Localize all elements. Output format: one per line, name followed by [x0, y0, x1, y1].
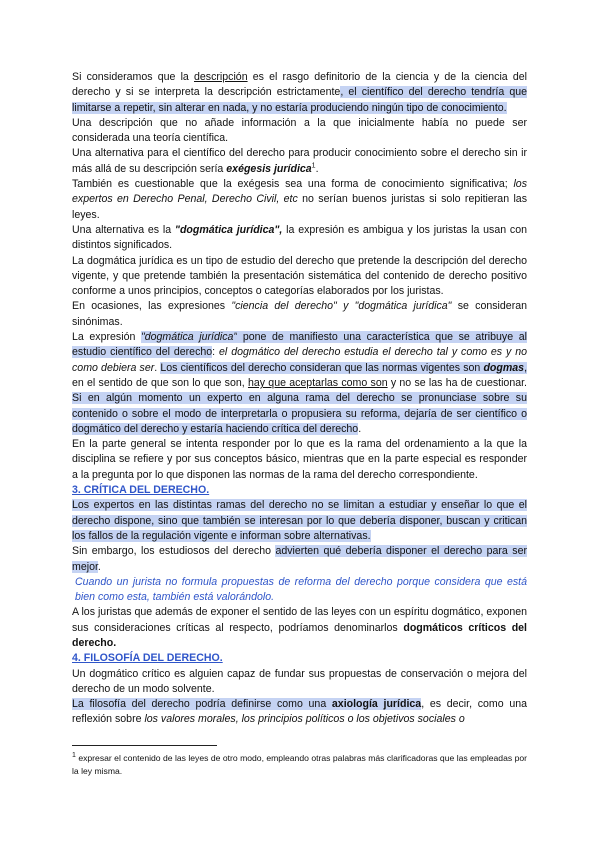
highlighted-text: Los expertos en las distintas ramas del derecho no se limitan a estudiar y enseñar lo que el derecho dispone, sino que también se interesan por lo que debería disponer, buscan y critican los fallos de la regulación vigente e informan sobre alternativas. [72, 499, 527, 542]
paragraph-3 [72, 146, 527, 177]
highlighted-text: Si en algún momento un experto en alguna rama del derecho se pronunciase sobre su contenido o sobre el modo de interpretarla o propusiera su reforma, dejaría de ser científico o dogmático del derecho y estaría haciendo crítica del derecho [72, 392, 527, 435]
text: en el sentido de que son lo que son, [72, 376, 248, 389]
bold-term: dogmáticos críticos del derecho. [72, 621, 528, 649]
paragraph-8 [72, 330, 527, 437]
highlighted-text: , el científico del derecho tendría que limitarse a repetir, sin alterar en nada, y no estaría produciendo ningún tipo de conocimiento. [72, 86, 527, 114]
italic-text: los expertos en Derecho Penal, Derecho Civil, etc [72, 178, 527, 206]
paragraph-6: La dogmática jurídica es un tipo de estudio del derecho que pretende la descripción del derecho vigente, y que pretende también la presentación sistemática del contenido de derecho positivo conforme a unos principios, conceptos o categorías elaborados por los juristas. [72, 254, 527, 298]
italic-text: los valores morales, los principios políticos o los objetivos sociales o [144, 713, 465, 726]
text: : [212, 346, 220, 359]
text: Una alternativa para el científico del derecho para producir conocimiento sobre el derecho sin ir más allá de su descripción sería [72, 147, 527, 175]
section-heading-filosofia: 4. FILOSOFÍA DEL DERECHO. [72, 652, 223, 665]
text: . [358, 422, 362, 435]
footnote-divider [72, 745, 217, 746]
highlighted-text: advierten qué debería disponer el derecho para ser mejor [72, 545, 527, 573]
bold-term: "dogmática jurídica", [174, 223, 283, 236]
text: y no se las ha de cuestionar. [387, 376, 527, 389]
footnote-ref[interactable]: 1 [311, 162, 316, 170]
text: . [315, 162, 319, 175]
paragraph-10 [72, 498, 527, 544]
text: la expresión es ambigua y los juristas la usan con distintos significados. [72, 223, 527, 252]
highlighted-text: , [524, 361, 528, 374]
text: Una alternativa es la [72, 223, 175, 236]
quote-paragraph: Cuando un jurista no formula propuestas de reforma del derecho porque considera que está bien como esta, también está valorándolo. [75, 575, 527, 604]
paragraph-5 [72, 223, 527, 254]
italic-text: el dogmático del derecho estudia el derecho tal y como es y no como debiera ser [72, 346, 527, 374]
text: A los juristas que además de exponer el sentido de las leyes con un espíritu dogmático, exponen sus consideraciones críticas al respecto, podríamos denominarlos [72, 606, 527, 634]
paragraph-1 [72, 70, 527, 116]
text: es el rasgo definitorio de la ciencia y de la ciencia del derecho y si se interpreta la descripción estrictamente [72, 71, 528, 99]
paragraph-14: Un dogmático crítico es alguien capaz de fundar sus propuestas de conservación o mejora del derecho de un modo solvente. [72, 667, 527, 695]
text: , es decir, como una reflexión sobre [72, 698, 527, 726]
highlighted-text: Los científicos del derecho consideran que las normas vigentes son [160, 361, 484, 374]
paragraph-11 [72, 544, 527, 575]
paragraph-9: En la parte general se intenta responder por lo que es la rama del ordenamiento a la que la disciplina se refiere y por sus conceptos básico, mientras que en la parte especial es responder a la pregunta por lo que disponen las normas de la rama del derecho correspondiente. [72, 438, 527, 481]
paragraph-13 [72, 605, 527, 651]
text: La expresión [72, 331, 141, 344]
bold-term: exégesis jurídica [226, 162, 312, 175]
underlined-text: hay que aceptarlas como son [247, 376, 388, 389]
paragraph-4 [72, 177, 527, 223]
section-heading-critica: 3. CRÍTICA DEL DERECHO. [72, 484, 210, 497]
highlighted-italic-text: "dogmática jurídica" [141, 331, 238, 344]
underlined-term: descripción [194, 71, 248, 83]
paragraph-15 [72, 697, 527, 728]
text: . [97, 560, 101, 573]
text: También es cuestionable que la exégesis sea una forma de conocimiento significativa; [72, 178, 514, 191]
paragraph-2: Una descripción que no añade información a la que inicialmente había no puede ser considerada una teoría científica. [72, 116, 527, 145]
paragraph-7 [72, 299, 527, 330]
text: Sin embargo, los estudiosos del derecho [72, 545, 276, 558]
footnote-text: expresar el contenido de las leyes de otro modo, empleando otras palabras más clarificadoras que las empleadas por la ley misma. [72, 753, 527, 776]
text: En ocasiones, las expresiones [72, 300, 232, 313]
text: . [154, 361, 161, 374]
text: se consideran sinónimas. [72, 300, 528, 328]
footnote-number: 1 [72, 752, 76, 760]
bold-term: dogmas [483, 361, 525, 374]
highlighted-text: La filosofía del derecho podría definirse como una [72, 698, 332, 711]
highlighted-text: pone de manifiesto una característica que se atribuye al estudio científico del derecho [72, 331, 527, 359]
text: Si consideramos que la [72, 71, 194, 83]
text: no serían buenos juristas si solo repitieran las leyes. [72, 193, 527, 221]
italic-text: "ciencia del derecho" y "dogmática jurídica" [231, 300, 452, 313]
bold-term: axiología jurídica [331, 698, 422, 711]
document-body [72, 70, 527, 728]
footnote [72, 752, 527, 777]
